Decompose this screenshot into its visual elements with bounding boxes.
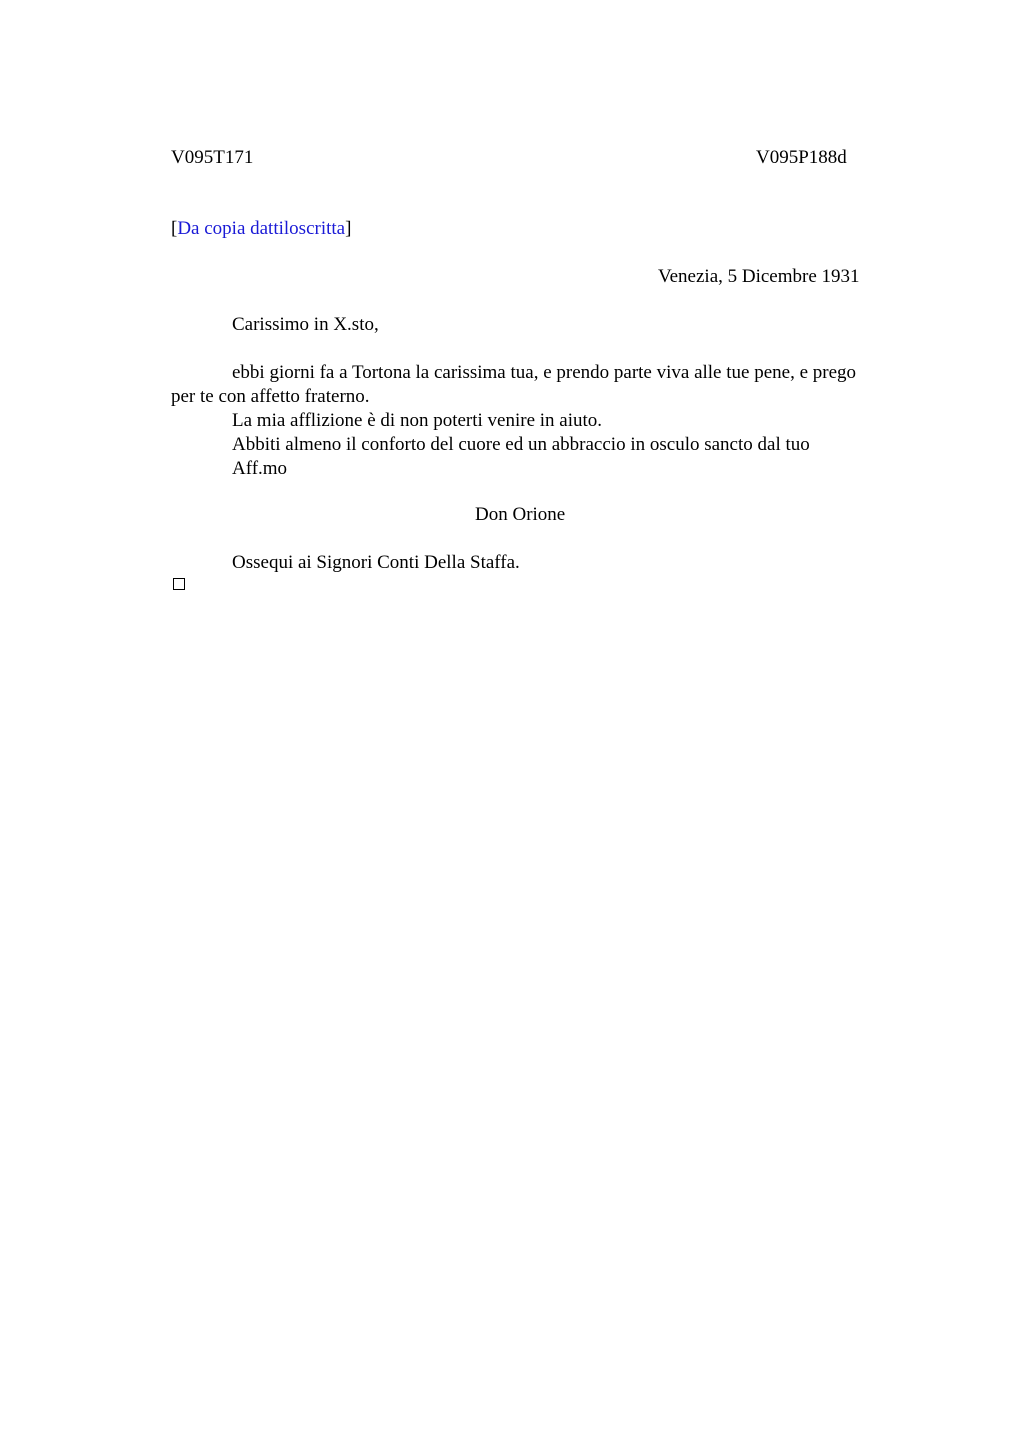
letter-line: per te con affetto fraterno. — [171, 386, 370, 407]
source-note — [171, 217, 351, 241]
letter-body — [171, 361, 916, 481]
document-code-right: V095P188d — [756, 147, 847, 168]
empty-square-icon — [173, 578, 185, 590]
source-note-close-bracket: ] — [345, 218, 352, 239]
source-note-open-bracket: [ — [171, 218, 178, 239]
letter-line: ebbi giorni fa a Tortona la carissima tua, e prendo parte viva alle tue pene, e prego — [232, 362, 857, 383]
letter-line: Abbiti almeno il conforto del cuore ed un abbraccio in osculo sancto dal tuo — [232, 434, 810, 455]
letter-date: Venezia, 5 Dicembre 1931 — [658, 266, 860, 287]
letter-signature: Don Orione — [475, 504, 566, 525]
letter-salutation: Carissimo in X.sto, — [232, 314, 379, 335]
document-code-left: V095T171 — [171, 147, 254, 168]
source-note-link[interactable]: Da copia dattiloscritta — [177, 218, 346, 239]
letter-line: Aff.mo — [232, 458, 288, 479]
letter-postscript: Ossequi ai Signori Conti Della Staffa. — [232, 552, 520, 573]
letter-line: La mia afflizione è di non poterti venire in aiuto. — [232, 410, 603, 431]
